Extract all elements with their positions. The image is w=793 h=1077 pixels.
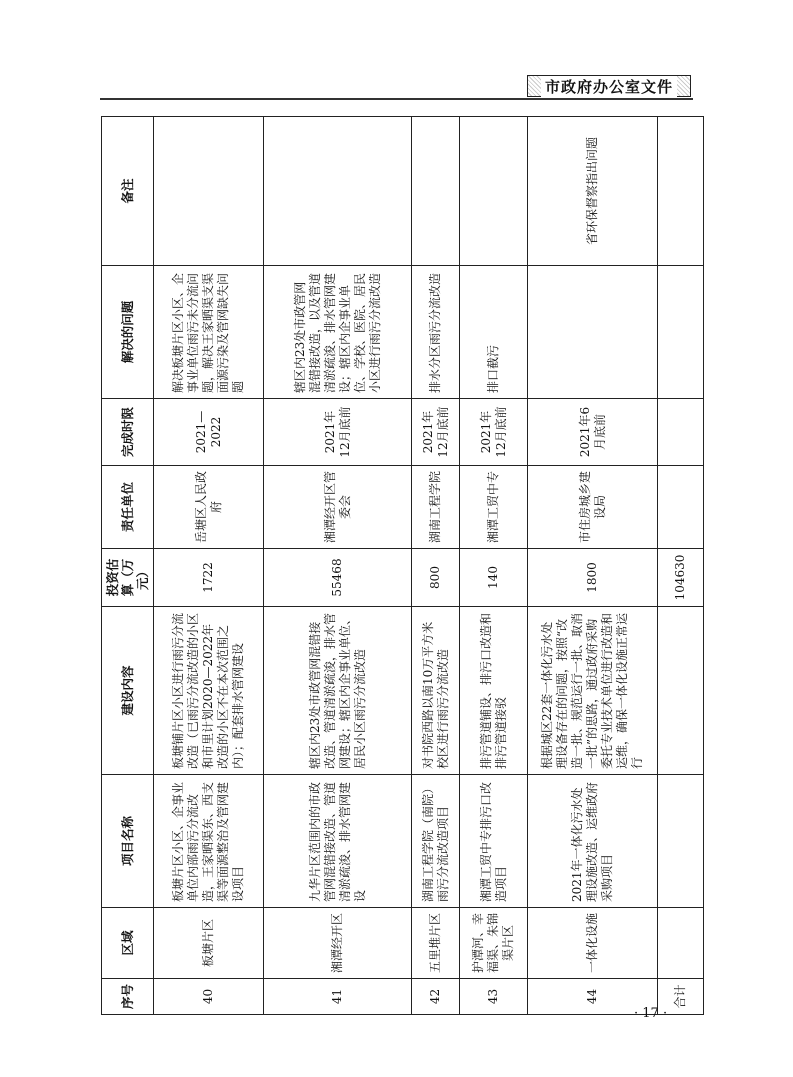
cell-no: 41 xyxy=(264,979,412,1015)
cell-project: 湖南工程学院（南院）雨污分流改造项目 xyxy=(412,775,460,908)
table-row xyxy=(264,117,412,1015)
cell-empty xyxy=(658,775,704,908)
rotated-table-container xyxy=(101,117,691,1015)
table-row xyxy=(154,117,264,1015)
cell-no: 43 xyxy=(460,979,528,1015)
cell-deadline: 2021年12月底前 xyxy=(460,399,528,466)
cell-note xyxy=(460,117,528,266)
cell-project: 九华片区范围内的市政管网混错接改造、管道清淤疏浚、排水管网建设 xyxy=(264,775,412,908)
cell-invest: 1722 xyxy=(154,549,264,607)
cell-empty xyxy=(658,908,704,979)
cell-no: 44 xyxy=(528,979,658,1015)
table-row xyxy=(412,117,460,1015)
cell-deadline: 2021—2022 xyxy=(154,399,264,466)
cell-problem xyxy=(528,266,658,399)
col-header-content: 建设内容 xyxy=(102,607,154,775)
cell-content: 对书院西路以南10万平方米校区进行雨污分流改造 xyxy=(412,607,460,775)
col-header-problem: 解决的问题 xyxy=(102,266,154,399)
cell-empty xyxy=(658,266,704,399)
col-header-unit: 责任单位 xyxy=(102,466,154,549)
cell-problem: 辖区内23处市政管网混错接改造，以及管道清淤疏浚、排水管网建设；辖区内企事业单位、学校、医院、居民小区进行雨污分流改造 xyxy=(264,266,412,399)
cell-area: 一体化设施 xyxy=(528,908,658,979)
cell-note xyxy=(412,117,460,266)
cell-unit: 湖南工程学院 xyxy=(412,466,460,549)
cell-unit: 市住房城乡建设局 xyxy=(528,466,658,549)
table-row xyxy=(528,117,658,1015)
cell-problem: 排水分区雨污分流改造 xyxy=(412,266,460,399)
project-table xyxy=(101,116,704,1015)
cell-note xyxy=(154,117,264,266)
col-header-note: 备注 xyxy=(102,117,154,266)
cell-unit: 湘潭经开区管委会 xyxy=(264,466,412,549)
cell-content: 辖区内23处市政管网混错接改造、管道清淤疏浚，排水管网建设；辖区内企事业单位、居民小区雨污分流改造 xyxy=(264,607,412,775)
cell-area: 板塘片区 xyxy=(154,908,264,979)
cell-unit: 岳塘区人民政府 xyxy=(154,466,264,549)
cell-empty xyxy=(658,607,704,775)
cell-invest: 55468 xyxy=(264,549,412,607)
cell-content: 根据城区22套一体化污水处理设备存在的问题，按照“改造一批、规范运行一批、取消一批”的思路，通过政府采购委托专业技术单位进行改造和运维，确保一体化设施正常运行 xyxy=(528,607,658,775)
cell-unit: 湘潭工贸中专 xyxy=(460,466,528,549)
document-header-badge xyxy=(527,75,691,97)
page-number: · 17 · xyxy=(634,1006,668,1021)
cell-note xyxy=(264,117,412,266)
col-header-area: 区域 xyxy=(102,908,154,979)
col-header-project: 项目名称 xyxy=(102,775,154,908)
table-row xyxy=(460,117,528,1015)
cell-empty xyxy=(658,399,704,466)
table-total-row xyxy=(658,117,704,1015)
cell-invest: 800 xyxy=(412,549,460,607)
cell-invest: 140 xyxy=(460,549,528,607)
cell-no: 40 xyxy=(154,979,264,1015)
cell-empty xyxy=(658,466,704,549)
cell-content: 排污管道铺设、排污口改造和排污管道接驳 xyxy=(460,607,528,775)
cell-area: 五里堆片区 xyxy=(412,908,460,979)
cell-area: 护潭河、幸福渠、朱锦渠片区 xyxy=(460,908,528,979)
cell-deadline: 2021年12月底前 xyxy=(412,399,460,466)
table-header-row xyxy=(102,117,154,1015)
header-divider xyxy=(100,98,693,100)
cell-invest: 1800 xyxy=(528,549,658,607)
total-invest: 104630 xyxy=(658,549,704,607)
cell-area: 湘潭经开区 xyxy=(264,908,412,979)
cell-no: 42 xyxy=(412,979,460,1015)
cell-deadline: 2021年12月底前 xyxy=(264,399,412,466)
cell-note: 省环保督察指出问题 xyxy=(528,117,658,266)
cell-problem: 排口截污 xyxy=(460,266,528,399)
total-label: 合计 xyxy=(658,979,704,1015)
col-header-deadline: 完成时限 xyxy=(102,399,154,466)
cell-deadline: 2021年6月底前 xyxy=(528,399,658,466)
cell-project: 2021年一体化污水处理设施改造、运维政府采购项目 xyxy=(528,775,658,908)
cell-project: 板塘片区小区、企事业单位内部雨污分流改造，王家晒渠东、西支渠等面源整治及管网建设项目 xyxy=(154,775,264,908)
cell-content: 板塘铺片区小区进行雨污分流改造（已雨污分流改造的小区和市里计划2020—2022年改造的小区不在本次范围之内）；配套排水管网建设 xyxy=(154,607,264,775)
document-header-title: 市政府办公室文件 xyxy=(541,76,677,97)
cell-project: 湘潭工贸中专排污口改造项目 xyxy=(460,775,528,908)
cell-problem: 解决板塘片区小区、企事业单位雨污未分流问题，解决王家晒渠支渠面源污染及管网缺失问题 xyxy=(154,266,264,399)
col-header-invest: 投资估算（万元） xyxy=(102,549,154,607)
cell-empty xyxy=(658,117,704,266)
col-header-no: 序号 xyxy=(102,979,154,1015)
